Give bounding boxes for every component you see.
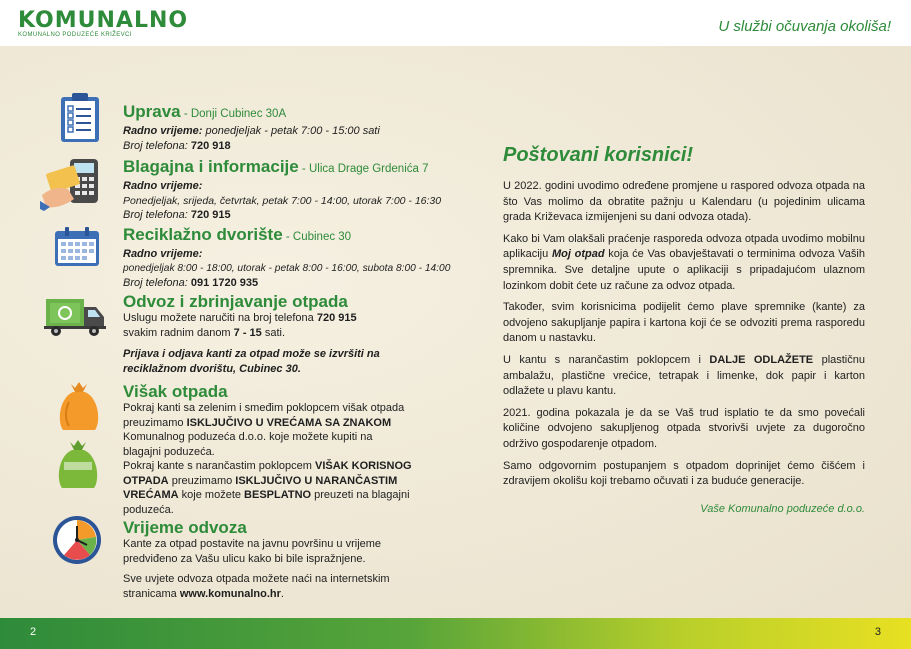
website-link[interactable]: www.komunalno.hr [179, 587, 281, 600]
odvoz-line2 [123, 326, 393, 341]
letter-paragraph-1: U 2022. godini uvodimo određene promjene u raspored odvoza otpada na što Vas molimo da obratite pažnju u Kalendaru (u pojedinim ulicama grada Križevaca izmijenjeni su dani odvoza otada). [503, 180, 865, 224]
clipboard-checklist-icon [58, 92, 102, 144]
calendar-icon [53, 226, 101, 268]
odvoz-phone: 720 915 [316, 312, 357, 324]
section-reciklazno [123, 225, 463, 291]
section-odvoz [123, 292, 393, 376]
letter-signature: Vaše Komunalno poduzeće d.o.o. [700, 502, 865, 515]
logo-title: KOMUNALNO [18, 8, 189, 33]
letter-paragraph-3: Također, svim korisnicima podijelit ćemo plave spremnike (kante) za odvojeno sakupljanje papira i kartona koji će se odvoziti prema rasporedu danom u nastavku. [503, 301, 865, 345]
garbage-truck-icon [44, 295, 106, 337]
letter-p4-emphasis: DALJE ODLAŽETE [709, 353, 814, 366]
letter-paragraph-5: 2021. godina pokazala je da se Vaš trud isplatio te da smo povećali količine odvojeno sakupljenog otpada stvorivši uvjete za dugoročno održivo gospodarenje otpadom. [503, 406, 865, 450]
clock-icon [52, 515, 102, 565]
vrijeme-title: Vrijeme odvoza [123, 518, 247, 537]
letter-paragraph-2 [503, 232, 865, 294]
app-name: Moj otpad [551, 248, 605, 261]
visak-paragraph-1 [123, 401, 413, 459]
visak-p2-text-3: koje možete [178, 489, 245, 501]
uprava-phone-value: 720 918 [190, 139, 231, 152]
visak-p2-emphasis-2: ISKLJUČIVO U NARANČASTIM VREĆAMA [123, 474, 398, 501]
visak-p2-emphasis-1: VIŠAK KORISNOG OTPADA [123, 460, 412, 487]
letter-p4-rest: plastičnu ambalažu, plastične vrećice, tetrapak i limenke, dok papir i karton odlažete u plavu kantu. [503, 353, 865, 398]
blagajna-phone [123, 208, 463, 223]
reciklazno-hours-label: Radno vrijeme: [123, 248, 203, 260]
vrijeme-p2-suffix: . [280, 587, 284, 600]
uprava-phone [123, 139, 443, 154]
odvoz-line2-suffix: sati. [261, 326, 286, 339]
odvoz-line1 [123, 311, 393, 326]
odvoz-title: Odvoz i zbrinjavanje otpada [123, 292, 348, 311]
uprava-phone-label: Broj telefona: [123, 139, 191, 152]
visak-p2-text-2: preuzimamo [168, 474, 236, 487]
visak-p2-text-4: preuzeti na blagajni poduzeća. [123, 489, 410, 516]
reciklazno-phone [123, 276, 463, 291]
letter-p2-rest: koja će Vas obavještavati o terminima odvoza Vaših spremnika. Sve detaljne upute o aplikaciji s pripadajućom ulaznom lozinkom dobit ćete uz račune za odvoz otpada. [503, 248, 865, 292]
blagajna-title [123, 157, 463, 179]
blagajna-phone-label: Broj telefona: [123, 209, 191, 221]
orange-garbage-bag-icon [55, 380, 103, 432]
letter-column [503, 143, 865, 517]
payment-terminal-icon [40, 155, 102, 211]
uprava-title [123, 102, 443, 124]
visak-title: Višak otpada [123, 382, 228, 401]
logo-subtitle: KOMUNALNO PODUZEĆE KRIŽEVCI [18, 32, 132, 38]
uprava-title-text: Uprava [123, 102, 181, 121]
uprava-address: - Donji Cubinec 30A [180, 108, 287, 120]
blagajna-title-text: Blagajna i informacije [123, 157, 299, 176]
section-blagajna [123, 157, 463, 223]
reciklazno-title [123, 225, 463, 247]
vrijeme-paragraph-2 [123, 572, 413, 601]
uprava-hours [123, 124, 443, 139]
section-uprava [123, 102, 443, 153]
letter-p4-text: U kantu s narančastim poklopcem i [503, 353, 710, 366]
visak-p2-text: Pokraj kante s narančastim poklopcem [123, 460, 315, 472]
odvoz-line2-text: svakim radnim danom [123, 326, 234, 339]
vrijeme-paragraph-1: Kante za otpad postavite na javnu površinu u vrijeme predviđeno za Vašu ulicu kako bi bile ispražnjene. [123, 538, 382, 565]
uprava-hours-value: ponedjeljak - petak 7:00 - 15:00 sati [202, 125, 380, 137]
visak-p1-rest: Komunalnog poduzeća d.o.o. koje možete kupiti na blagajni poduzeća. [123, 431, 373, 458]
letter-paragraph-4 [503, 353, 865, 400]
visak-p1-text: Pokraj kanti sa zelenim i smeđim poklopcem višak otpada preuzimamo [123, 402, 405, 429]
letter-paragraph-6: Samo odgovornim postupanjem s otpadom doprinijet ćemo čišćem i zdravijem okolišu koji trebamo očuvati i za buduće generacije. [503, 459, 865, 488]
blagajna-hours-label: Radno vrijeme: [123, 180, 203, 192]
page-number-left: 2 [30, 626, 37, 638]
reciklazno-hours-value: ponedjeljak 8:00 - 18:00, utorak - petak 8:00 - 16:00, subota 8:00 - 14:00 [123, 262, 451, 274]
section-visak [123, 382, 413, 517]
section-vrijeme [123, 518, 413, 601]
company-logo [18, 9, 188, 38]
green-garbage-bag-icon [52, 438, 104, 490]
page-number-right: 3 [874, 626, 881, 638]
reciklazno-address: - Cubinec 30 [282, 231, 352, 243]
visak-p1-emphasis: ISKLJUČIVO U VREĆAMA SA ZNAKOM [186, 416, 392, 429]
odvoz-line1-text: Uslugu možete naručiti na broj telefona [123, 312, 317, 324]
letter-p2-text: Kako bi Vam olakšali praćenje rasporeda odvoza otpada uvodimo mobilnu aplikaciju [503, 232, 865, 261]
blagajna-hours-value: Ponedjeljak, srijeda, četvrtak, petak 7:00 - 14:00, utorak 7:00 - 16:30 [123, 194, 442, 207]
page-footer [0, 618, 911, 649]
reciklazno-phone-value: 091 1720 935 [190, 277, 259, 289]
blagajna-phone-value: 720 915 [190, 209, 231, 221]
odvoz-hours: 7 - 15 [233, 326, 262, 339]
reciklazno-phone-label: Broj telefona: [123, 277, 191, 289]
page-header [0, 0, 911, 46]
odvoz-note: Prijava i odjava kanti za otpad može se izvršiti na reciklažnom dvorištu, Cubinec 30. [123, 348, 380, 375]
visak-paragraph-2 [123, 459, 413, 517]
uprava-hours-label: Radno vrijeme: [123, 125, 203, 137]
blagajna-address: - Ulica Drage Grdenića 7 [298, 163, 429, 175]
visak-p2-emphasis-3: BESPLATNO [244, 489, 312, 501]
vrijeme-p2-text: Sve uvjete odvoza otpada možete naći na internetskim stranicama [123, 573, 390, 600]
reciklazno-title-text: Reciklažno dvorište [123, 225, 283, 244]
letter-greeting: Poštovani korisnici! [503, 144, 694, 166]
slogan: U službi očuvanja okoliša! [718, 18, 891, 35]
